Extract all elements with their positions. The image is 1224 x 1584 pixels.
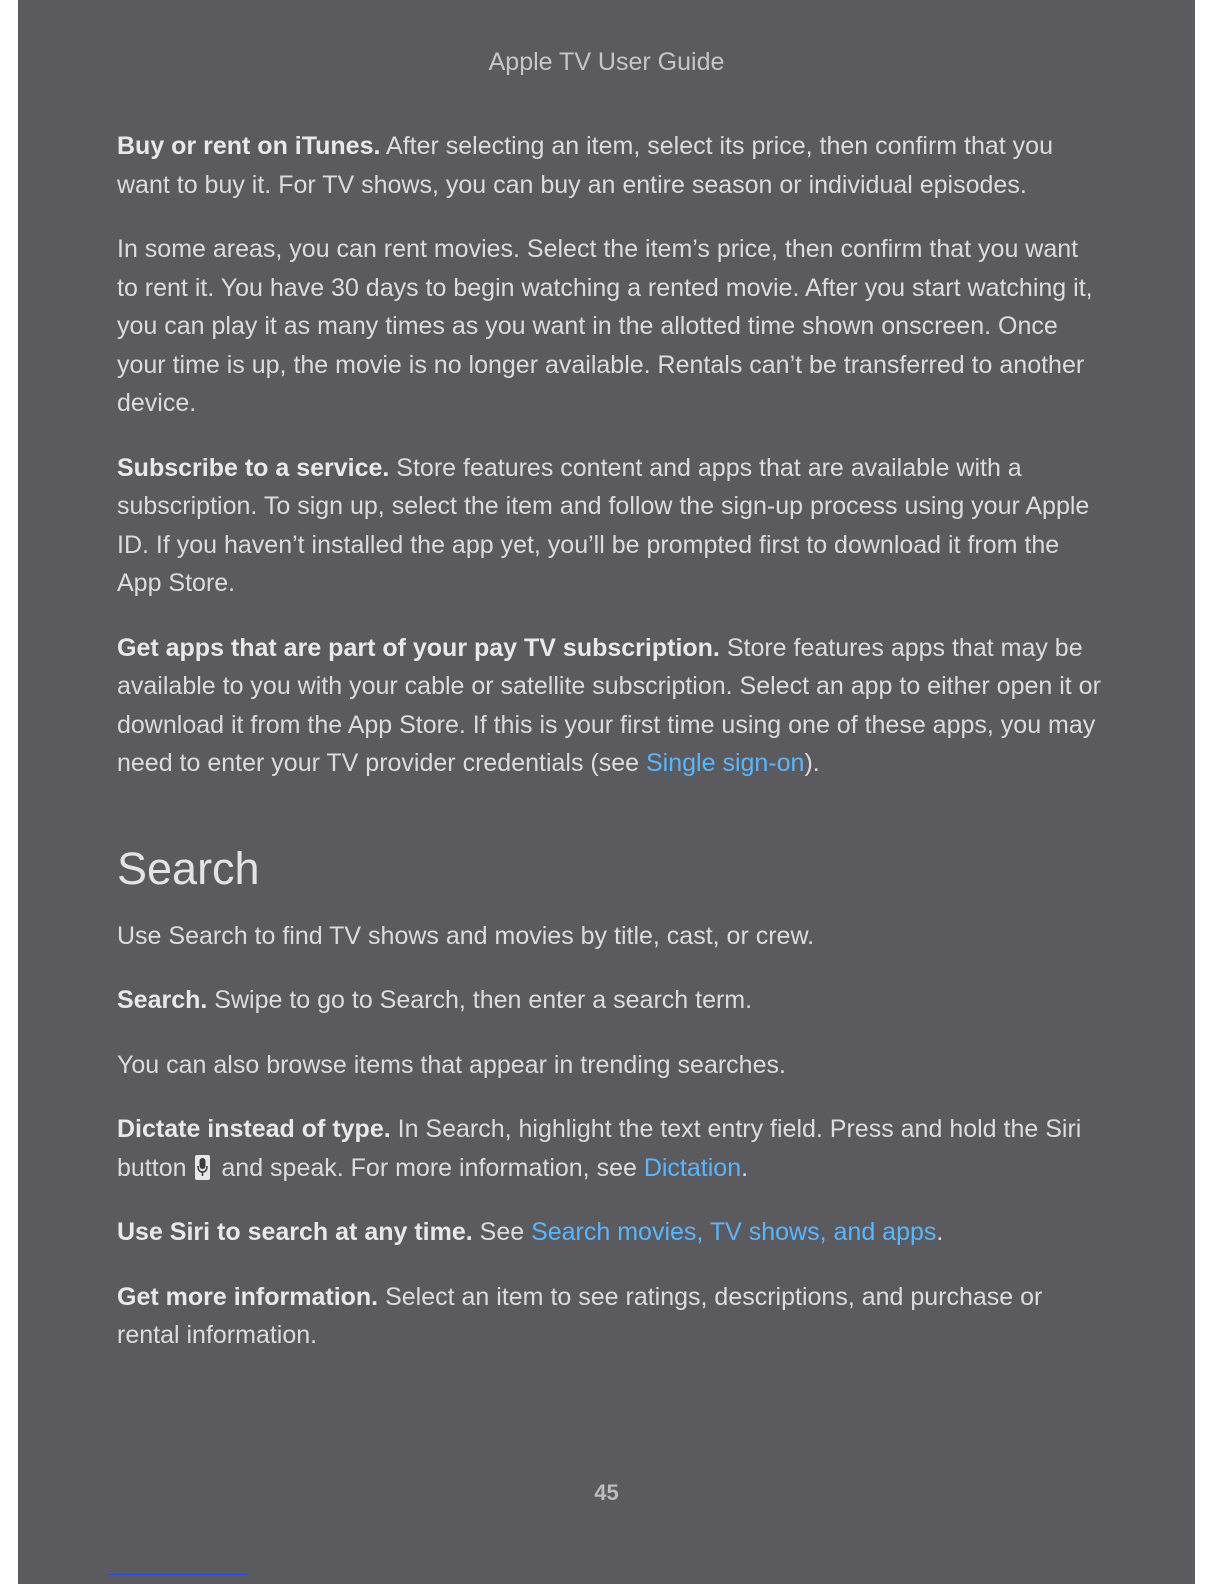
paragraph-text: Select an item to see ratings, descriptions, and purchase or rental information. (117, 1282, 1043, 1349)
paragraph-text: Store features apps that may be available to you with your cable or satellite subscription. Select an app to either open it or download it from the App Store. If this is your first time using one of these apps, you may need to enter your TV provider credentials (see (117, 633, 1101, 777)
link-underline-divider (108, 1574, 248, 1575)
paragraph-lead: Dictate instead of type. (117, 1115, 391, 1143)
section-title-search: Search (117, 842, 260, 894)
paragraph-lead: Buy or rent on iTunes. (117, 132, 381, 160)
paragraph-buy-or-rent (117, 127, 1102, 204)
paragraph-rent-movies (117, 230, 1102, 423)
paragraph-trending (117, 1046, 1102, 1085)
paragraph-lead: Use Siri to search at any time. (117, 1218, 473, 1246)
paragraph-text: You can also browse items that appear in trending searches. (117, 1050, 786, 1079)
paragraph-text: In Search, highlight the text entry field. Press and hold the Siri button (117, 1115, 1082, 1182)
document-page (18, 0, 1195, 1584)
paragraph-dictate (117, 1110, 1102, 1187)
paragraph-text: After selecting an item, select its price, then confirm that you want to buy it. For TV shows, you can buy an entire season or individual episodes. (117, 132, 1053, 199)
running-header: Apple TV User Guide (488, 48, 725, 76)
paragraph-pay-tv (117, 629, 1102, 783)
dictation-link[interactable]: Dictation (643, 1153, 742, 1182)
paragraph-text: Store features content and apps that are available with a subscription. To sign up, select the item and follow the sign-up process using your Apple ID. If you haven’t installed the app yet, you’ll be prompted first to download it from the App Store. (117, 453, 1090, 597)
siri-microphone-icon (195, 1155, 210, 1180)
single-sign-on-link[interactable]: Single sign-on (646, 749, 805, 777)
paragraph-subscribe (117, 449, 1102, 603)
paragraph-text-end: ). (804, 749, 820, 777)
paragraph-text-end: . (936, 1218, 944, 1246)
paragraph-search (117, 981, 1102, 1020)
paragraph-text: In some areas, you can rent movies. Select the item’s price, then confirm that you want to rent it. You have 30 days to begin watching a rented movie. After you start watching it, you can play it as many times as you want in the allotted time shown onscreen. Once your time is up, the movie is no longer available. Rentals can’t be transferred to another device. (117, 235, 1093, 417)
search-movies-link[interactable]: Search movies, TV shows, and apps (531, 1218, 937, 1246)
page-number: 45 (594, 1480, 619, 1505)
paragraph-text: Use Search to find TV shows and movies by title, cast, or crew. (117, 921, 815, 950)
paragraph-use-siri (117, 1213, 1102, 1252)
paragraph-text: See (472, 1218, 532, 1246)
paragraph-lead: Search. (117, 986, 208, 1014)
paragraph-text-end: . (741, 1153, 749, 1182)
paragraph-lead: Get more information. (117, 1282, 379, 1311)
paragraph-text-2: and speak. For more information, see (214, 1153, 644, 1182)
paragraph-more-info (117, 1278, 1102, 1355)
paragraph-lead: Subscribe to a service. (117, 453, 390, 482)
paragraph-text: Swipe to go to Search, then enter a search term. (207, 986, 753, 1014)
paragraph-search-intro (117, 917, 1102, 956)
paragraph-lead: Get apps that are part of your pay TV subscription. (117, 633, 720, 662)
page-content (117, 127, 1102, 1381)
